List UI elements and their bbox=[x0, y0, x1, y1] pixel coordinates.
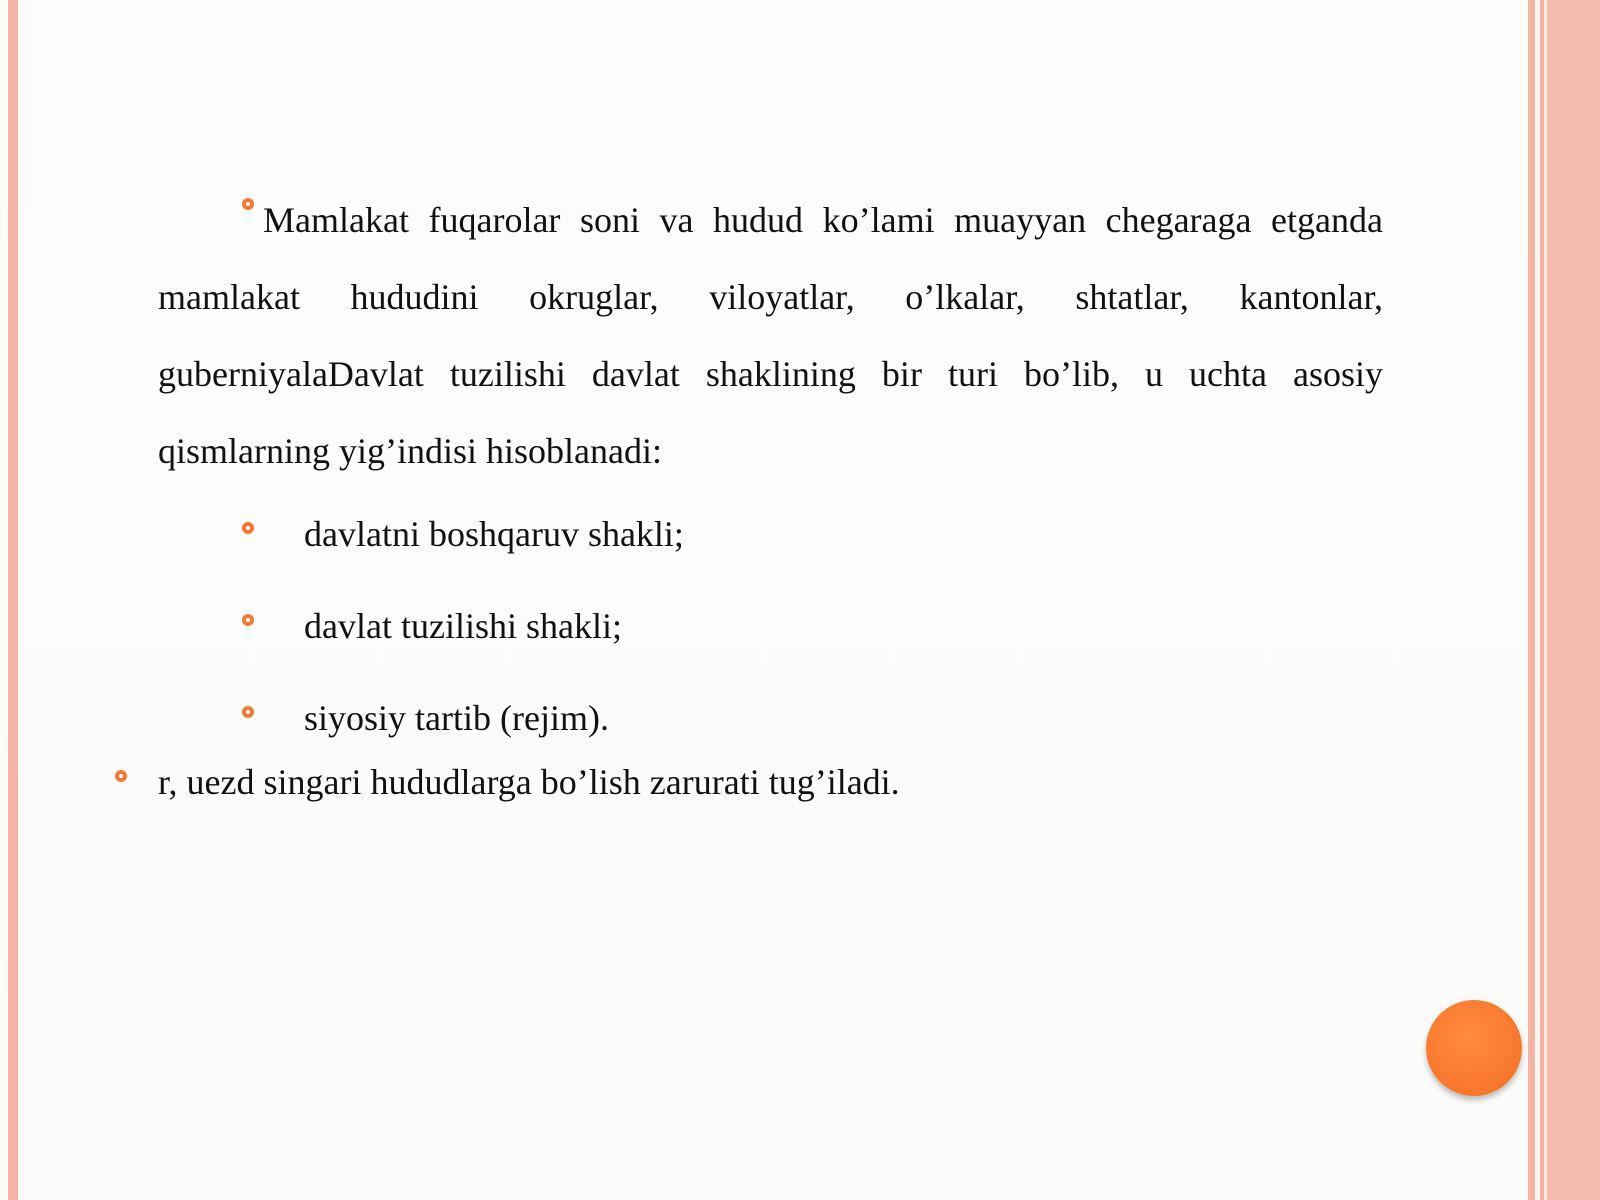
ring-bullet-icon bbox=[242, 614, 254, 626]
ring-bullet-icon bbox=[242, 706, 254, 718]
main-paragraph: Mamlakat fuqarolar soni va hudud ko’lami muayyan chegaraga etganda mamlakat hududini okruglar, viloyatlar, o’lkalar, shtatlar, kantonlar, guberniyalaDavlat tuzilishi davlat shaklining bir turi bo’lib, u uchta asosiy qismlarning yig’indisi hisoblanadi: bbox=[158, 200, 1383, 471]
continuation-line: r, uezd singari hududlarga bo’lish zarurati tug’iladi. bbox=[158, 762, 900, 802]
list-item: siyosiy tartib (rejim). bbox=[304, 698, 609, 738]
list-item: davlat tuzilishi shakli; bbox=[304, 606, 622, 646]
ring-bullet-icon bbox=[242, 522, 254, 534]
ring-bullet-icon bbox=[115, 770, 127, 782]
list-item: davlatni boshqaruv shakli; bbox=[304, 514, 684, 554]
orange-circle-icon bbox=[1426, 1000, 1522, 1096]
